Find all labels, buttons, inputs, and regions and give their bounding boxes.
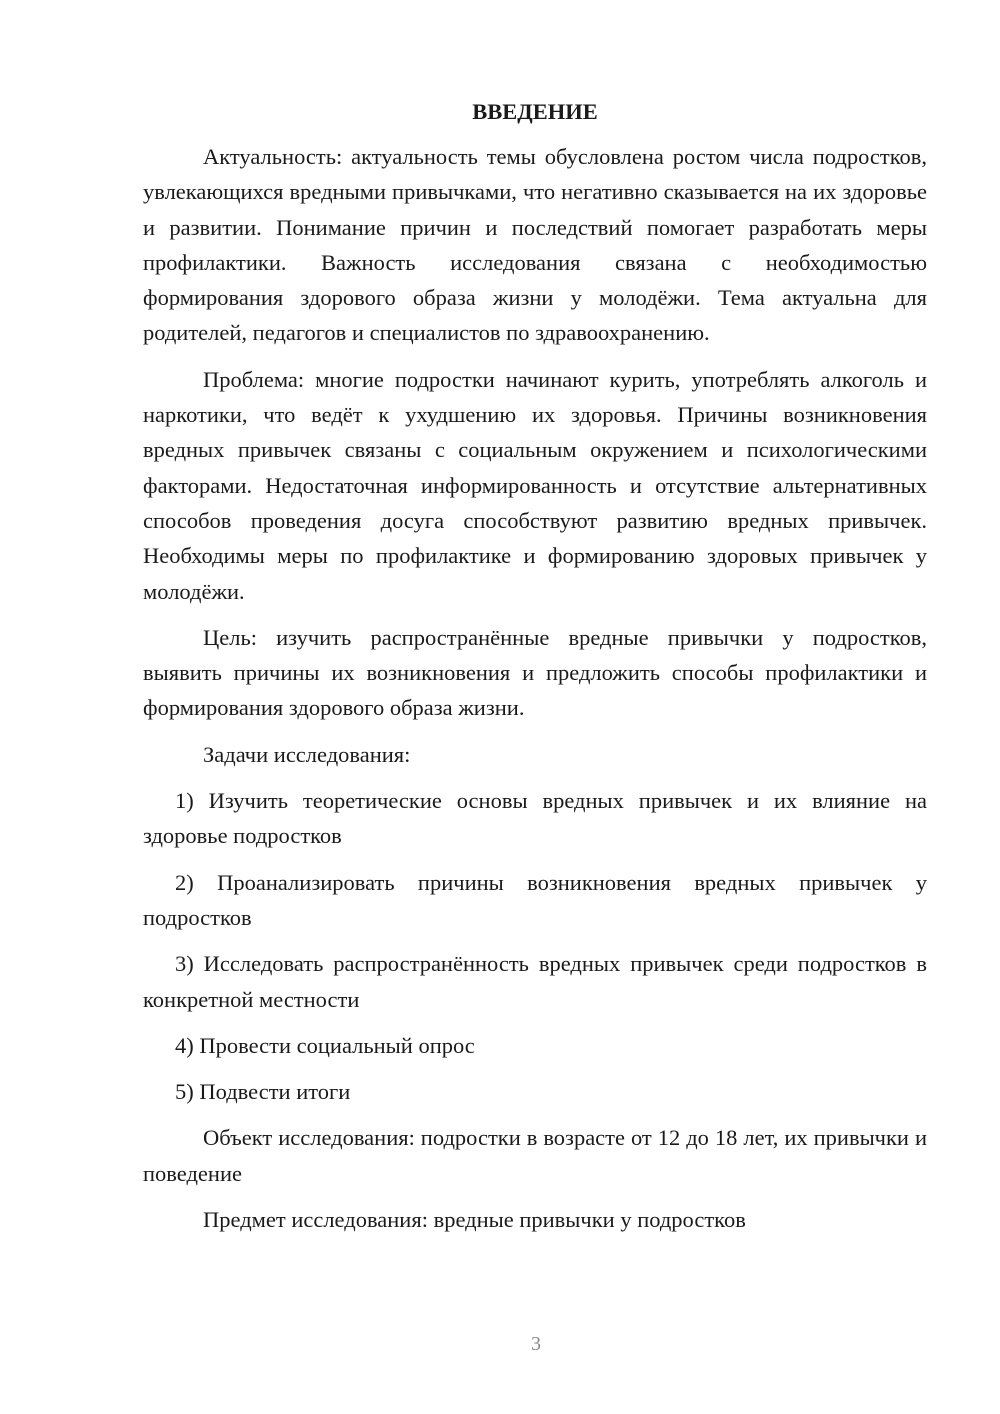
task-item-5: 5) Подвести итоги <box>175 1079 351 1105</box>
task-item-4: 4) Провести социальный опрос <box>175 1032 475 1058</box>
paragraph-subject: Предмет исследования: вредные привычки у подростков <box>203 1207 746 1233</box>
page-number: 3 <box>531 1333 541 1355</box>
tasks-heading: Задачи исследования: <box>203 741 411 767</box>
paragraph-problem: Проблема: многие подростки начинают курить, употреблять алкоголь и наркотики, что ведёт к ухудшению их здоровья. Причины возникновения вредных привычек связаны с социальным окружением и психологическими факторами. Недостаточная информированность и отсутствие альтернативных способов проведения досуга способствуют развитию вредных привычек. Необходимы меры по профилактике и формированию здоровых привычек у молодёжи. <box>143 366 927 604</box>
paragraph-object: Объект исследования: подростки в возрасте от 12 до 18 лет, их привычки и поведение <box>143 1125 927 1186</box>
task-item-3: 3) Исследовать распространённость вредных привычек среди подростков в конкретной местности <box>143 951 927 1012</box>
section-heading: ВВЕДЕНИЕ <box>472 99 598 124</box>
task-item-1: 1) Изучить теоретические основы вредных привычек и их влияние на здоровье подростков <box>143 788 927 849</box>
task-item-2: 2) Проанализировать причины возникновения вредных привычек у подростков <box>143 869 927 930</box>
paragraph-relevance: Актуальность: актуальность темы обусловлена ростом числа подростков, увлекающихся вредными привычками, что негативно сказывается на их здоровье и развитии. Понимание причин и последствий помогает разработать меры профилактики. Важность исследования связана с необходимостью формирования здорового образа жизни у молодёжи. Тема актуальна для родителей, педагогов и специалистов по здравоохранению. <box>143 144 927 346</box>
page-content <box>143 94 927 1237</box>
paragraph-goal: Цель: изучить распространённые вредные привычки у подростков, выявить причины их возникновения и предложить способы профилактики и формирования здорового образа жизни. <box>143 624 927 721</box>
